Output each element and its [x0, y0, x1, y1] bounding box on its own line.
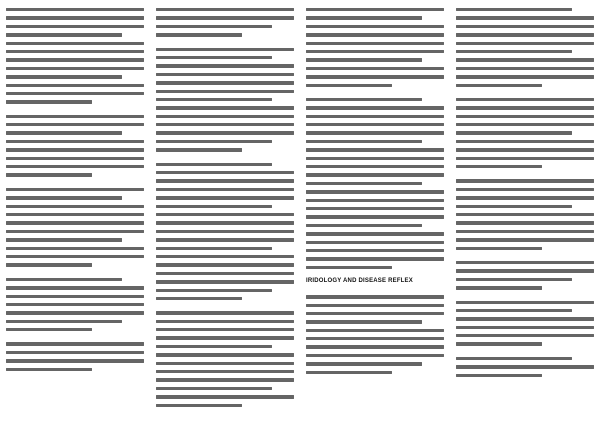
text-line: [306, 157, 444, 160]
text-line: [6, 148, 144, 151]
paragraph-lines: [6, 8, 144, 104]
text-line: [306, 42, 444, 45]
paragraph-lines: [456, 8, 594, 87]
paragraph: [456, 177, 594, 250]
text-line: [6, 196, 122, 199]
text-line: [456, 342, 542, 345]
text-line: [6, 25, 144, 28]
text-line: [456, 238, 594, 241]
text-line: [306, 16, 422, 19]
text-line: [156, 370, 294, 373]
paragraph: [156, 6, 294, 37]
text-line: [456, 286, 542, 289]
text-line: [156, 179, 294, 182]
text-line: [306, 58, 422, 61]
paragraph: [306, 96, 444, 269]
text-line: [306, 199, 444, 202]
text-line: [306, 67, 444, 70]
text-line: [6, 140, 144, 143]
text-line: [306, 345, 444, 348]
text-line: [6, 263, 92, 266]
text-line: [456, 58, 594, 61]
text-line: [306, 115, 444, 118]
text-line: [156, 56, 272, 59]
text-line: [306, 329, 444, 332]
text-line: [156, 238, 294, 241]
text-line: [6, 286, 144, 289]
text-line: [6, 188, 144, 191]
text-line: [456, 98, 594, 101]
text-line: [6, 8, 144, 11]
text-line: [6, 238, 122, 241]
paragraph: [6, 276, 144, 332]
text-line: [156, 378, 294, 381]
text-line: [156, 25, 272, 28]
text-line: [156, 8, 294, 11]
text-line: [156, 328, 294, 331]
text-line: [156, 247, 272, 250]
text-line: [456, 221, 594, 224]
paragraph: [156, 309, 294, 407]
text-line: [6, 205, 144, 208]
text-line: [156, 115, 294, 118]
text-line: [156, 171, 294, 174]
text-line: [156, 90, 294, 93]
text-line: [6, 230, 144, 233]
text-line: [156, 404, 242, 407]
text-line: [6, 33, 122, 36]
text-line: [156, 98, 272, 101]
paragraph-lines: [6, 342, 144, 371]
text-line: [306, 50, 444, 53]
text-line: [6, 295, 144, 298]
text-line: [306, 8, 444, 11]
text-line: [306, 249, 444, 252]
text-line: [156, 297, 242, 300]
text-line: [306, 320, 422, 323]
text-line: [6, 320, 122, 323]
text-line: [156, 205, 272, 208]
paragraph: [306, 293, 444, 374]
text-line: [6, 42, 144, 45]
text-line: [156, 221, 294, 224]
text-line: [456, 188, 594, 191]
text-line: [156, 345, 272, 348]
text-line: [306, 25, 444, 28]
text-column-1: [6, 6, 144, 418]
paragraph: [156, 46, 294, 152]
paragraph-lines: [156, 311, 294, 407]
text-line: [306, 295, 444, 298]
text-line: [456, 230, 594, 233]
text-line: [156, 123, 294, 126]
text-line: [6, 131, 122, 134]
paragraph-lines: [456, 98, 594, 169]
paragraph: [456, 299, 594, 346]
text-line: [306, 266, 392, 269]
text-line: [456, 106, 594, 109]
text-line: [456, 357, 572, 360]
text-line: [6, 123, 144, 126]
text-line: [306, 123, 444, 126]
text-line: [456, 140, 594, 143]
text-line: [306, 304, 444, 307]
section-heading-block: [306, 278, 444, 284]
text-line: [306, 215, 444, 218]
text-line: [456, 25, 594, 28]
text-line: [6, 278, 122, 281]
paragraph: [456, 6, 594, 87]
section-heading: IRIDOLOGY AND DISEASE REFLEX: [306, 278, 413, 285]
text-line: [456, 374, 542, 377]
text-line: [156, 362, 294, 365]
text-line: [156, 73, 294, 76]
text-column-3: [306, 6, 444, 418]
text-line: [456, 317, 594, 320]
text-line: [456, 16, 594, 19]
paragraph-lines: [6, 115, 144, 177]
text-line: [6, 213, 144, 216]
paragraph: [456, 96, 594, 169]
paragraph: [6, 113, 144, 177]
text-line: [156, 395, 294, 398]
text-line: [6, 311, 144, 314]
text-line: [456, 67, 594, 70]
text-line: [156, 64, 294, 67]
text-line: [306, 33, 444, 36]
text-line: [156, 140, 272, 143]
text-line: [156, 213, 294, 216]
text-line: [156, 188, 294, 191]
text-column-4: [456, 6, 594, 418]
text-line: [456, 269, 594, 272]
text-line: [306, 165, 444, 168]
text-line: [306, 312, 444, 315]
text-line: [306, 354, 444, 357]
text-line: [306, 182, 422, 185]
text-line: [6, 255, 144, 258]
text-line: [456, 84, 542, 87]
text-line: [456, 42, 594, 45]
paragraph: [306, 6, 444, 87]
text-line: [306, 337, 444, 340]
text-line: [456, 50, 572, 53]
paragraph-lines: [456, 261, 594, 290]
text-line: [156, 16, 294, 19]
text-line: [456, 33, 594, 36]
text-line: [456, 8, 572, 11]
text-line: [6, 342, 144, 345]
text-line: [306, 98, 422, 101]
text-line: [156, 289, 272, 292]
text-line: [456, 196, 594, 199]
text-line: [156, 272, 294, 275]
paragraph: [156, 161, 294, 301]
paragraph-lines: [306, 295, 444, 374]
text-line: [156, 255, 294, 258]
text-line: [456, 247, 542, 250]
text-line: [306, 257, 444, 260]
text-line: [156, 131, 294, 134]
text-line: [6, 368, 92, 371]
text-line: [6, 359, 144, 362]
text-line: [306, 371, 392, 374]
paragraph-lines: [156, 48, 294, 152]
text-line: [156, 320, 294, 323]
text-line: [156, 33, 242, 36]
text-line: [6, 247, 144, 250]
text-line: [156, 387, 272, 390]
text-line: [6, 100, 92, 103]
text-line: [306, 75, 444, 78]
paragraph-lines: [6, 278, 144, 332]
text-line: [306, 173, 444, 176]
text-line: [6, 58, 144, 61]
paragraph: [6, 6, 144, 104]
paragraph-lines: [456, 179, 594, 250]
text-line: [306, 131, 444, 134]
text-line: [6, 67, 144, 70]
paragraph-lines: [306, 8, 444, 87]
text-line: [156, 280, 294, 283]
paragraph-lines: [456, 357, 594, 377]
text-line: [6, 115, 144, 118]
text-line: [456, 131, 572, 134]
text-line: [456, 205, 572, 208]
text-line: [456, 334, 594, 337]
text-line: [306, 140, 422, 143]
text-line: [156, 106, 294, 109]
text-line: [6, 84, 144, 87]
paragraph: [456, 259, 594, 290]
text-line: [306, 190, 444, 193]
text-line: [306, 224, 422, 227]
text-line: [456, 365, 594, 368]
text-line: [156, 196, 294, 199]
paragraph-lines: [6, 188, 144, 267]
text-line: [306, 232, 444, 235]
text-line: [6, 303, 144, 306]
text-line: [156, 336, 294, 339]
paragraph-lines: [456, 301, 594, 346]
text-line: [456, 115, 594, 118]
text-line: [456, 148, 594, 151]
text-line: [456, 213, 594, 216]
text-line: [6, 157, 144, 160]
text-line: [6, 351, 144, 354]
text-line: [156, 148, 242, 151]
text-line: [6, 165, 144, 168]
text-line: [456, 179, 594, 182]
text-line: [6, 221, 144, 224]
paragraph: [6, 340, 144, 371]
paragraph-lines: [156, 8, 294, 37]
text-line: [156, 163, 272, 166]
text-line: [306, 148, 444, 151]
paragraph-lines: [156, 163, 294, 301]
text-line: [6, 50, 144, 53]
text-line: [456, 75, 594, 78]
text-line: [156, 263, 294, 266]
paragraph: [456, 355, 594, 377]
text-line: [306, 106, 444, 109]
text-line: [156, 81, 294, 84]
text-line: [6, 92, 144, 95]
text-column-2: [156, 6, 294, 418]
text-line: [306, 84, 392, 87]
text-line: [156, 48, 294, 51]
text-line: [456, 309, 572, 312]
text-line: [456, 301, 594, 304]
text-line: [156, 311, 294, 314]
text-line: [456, 326, 594, 329]
paragraph-lines: [306, 98, 444, 269]
text-line: [456, 157, 594, 160]
text-line: [6, 75, 122, 78]
text-line: [456, 123, 594, 126]
paragraph: [6, 186, 144, 267]
text-line: [156, 230, 294, 233]
text-line: [6, 173, 92, 176]
text-line: [456, 261, 594, 264]
text-line: [306, 362, 422, 365]
text-line: [6, 16, 144, 19]
text-line: [456, 278, 572, 281]
text-line: [156, 353, 294, 356]
text-line: [6, 328, 92, 331]
text-line: [456, 165, 542, 168]
text-line: [306, 207, 444, 210]
text-line: [306, 241, 444, 244]
